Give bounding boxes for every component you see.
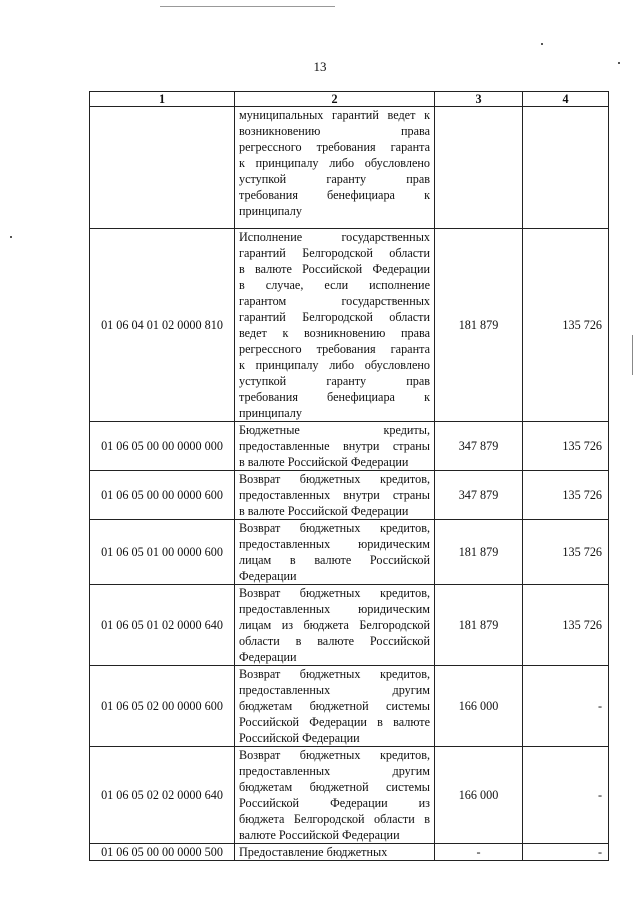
budget-code-cell: 01 06 05 01 02 0000 640: [90, 585, 235, 666]
description-cell: [235, 585, 435, 666]
description-line: гарантий Белгородской области: [239, 310, 430, 324]
table-row: [90, 747, 609, 844]
table-row: [90, 666, 609, 747]
budget-code-cell: 01 06 05 00 00 0000 600: [90, 471, 235, 520]
budget-code-cell: 01 06 05 02 02 0000 640: [90, 747, 235, 844]
description-line: предоставленных юридическим: [239, 537, 430, 551]
amount-col3-cell: 181 879: [435, 585, 523, 666]
description-line: регрессного требования гаранта: [239, 140, 430, 154]
description-line: Федерации: [239, 569, 297, 583]
description-line: бюджета Белгородской области в: [239, 812, 430, 826]
description-line: гарантий Белгородской области: [239, 246, 430, 260]
top-rule: [160, 6, 335, 7]
description-line: предоставленные внутри страны: [239, 439, 430, 453]
description-line: бюджетам бюджетной системы: [239, 780, 430, 794]
budget-code-cell: 01 06 05 01 00 0000 600: [90, 520, 235, 585]
description-line: Возврат бюджетных кредитов,: [239, 748, 430, 762]
amount-col3-cell: 347 879: [435, 471, 523, 520]
description-line: гарантом государственных: [239, 294, 430, 308]
description-line: в валюте Российской Федерации: [239, 455, 409, 469]
amount-col3-cell: -: [435, 844, 523, 861]
amount-col4-cell: -: [523, 666, 609, 747]
amount-col4-cell: 135 726: [523, 520, 609, 585]
description-cell: [235, 422, 435, 471]
amount-col3-cell: 347 879: [435, 422, 523, 471]
description-line: требования бенефициара к: [239, 188, 430, 202]
scan-speck: [541, 43, 543, 45]
description-line: уступкой гаранту прав: [239, 374, 430, 388]
amount-col3-cell: 166 000: [435, 666, 523, 747]
description-line: Российской Федерации из: [239, 796, 430, 810]
description-cell: [235, 471, 435, 520]
budget-code-cell: 01 06 04 01 02 0000 810: [90, 229, 235, 422]
column-header-3: 3: [435, 92, 523, 107]
amount-col4-cell: 135 726: [523, 229, 609, 422]
scan-speck: [632, 335, 633, 375]
description-line: лицам из бюджета Белгородской: [239, 618, 430, 632]
description-cell: [235, 666, 435, 747]
description-line: Возврат бюджетных кредитов,: [239, 586, 430, 600]
description-line: Возврат бюджетных кредитов,: [239, 521, 430, 535]
amount-col4-cell: -: [523, 844, 609, 861]
amount-col4-cell: 135 726: [523, 585, 609, 666]
description-line: Исполнение государственных: [239, 230, 430, 244]
budget-code-cell: [90, 107, 235, 229]
description-line: уступкой гаранту прав: [239, 172, 430, 186]
description-line: муниципальных гарантий ведет к: [239, 108, 430, 122]
table-row: [90, 107, 609, 229]
description-line: в случае, если исполнение: [239, 278, 430, 292]
amount-col4-cell: 135 726: [523, 422, 609, 471]
description-line: предоставленных другим: [239, 683, 430, 697]
description-line: принципалу: [239, 406, 302, 420]
table-header-row: [90, 92, 609, 107]
description-line: регрессного требования гаранта: [239, 342, 430, 356]
description-line: возникновению права: [239, 124, 430, 138]
column-header-2: 2: [235, 92, 435, 107]
budget-code-cell: 01 06 05 00 00 0000 000: [90, 422, 235, 471]
budget-code-cell: 01 06 05 00 00 0000 500: [90, 844, 235, 861]
description-cell: [235, 520, 435, 585]
description-line: лицам в валюте Российской: [239, 553, 430, 567]
description-line: в валюте Российской Федерации: [239, 504, 409, 518]
description-cell: [235, 107, 435, 229]
table-row: [90, 229, 609, 422]
amount-col3-cell: 181 879: [435, 520, 523, 585]
description-line: принципалу: [239, 204, 302, 218]
description-line: предоставленных юридическим: [239, 602, 430, 616]
description-line: валюте Российской Федерации: [239, 828, 400, 842]
description-line: Возврат бюджетных кредитов,: [239, 472, 430, 486]
table-row: [90, 585, 609, 666]
amount-col4-cell: [523, 107, 609, 229]
description-line: к принципалу либо обусловлено: [239, 156, 430, 170]
description-cell: [235, 844, 435, 861]
description-line: Возврат бюджетных кредитов,: [239, 667, 430, 681]
description-cell: [235, 747, 435, 844]
description-line: предоставленных другим: [239, 764, 430, 778]
column-header-4: 4: [523, 92, 609, 107]
scan-speck: [10, 236, 12, 238]
description-line: Российской Федерации в валюте: [239, 715, 430, 729]
amount-col3-cell: [435, 107, 523, 229]
description-line: ведет к возникновению права: [239, 326, 430, 340]
page-number: 13: [313, 59, 327, 74]
description-line: Бюджетные кредиты,: [239, 423, 430, 437]
amount-col4-cell: 135 726: [523, 471, 609, 520]
description-line: области в валюте Российской: [239, 634, 430, 648]
budget-table: [89, 91, 609, 861]
column-header-1: 1: [90, 92, 235, 107]
description-cell: [235, 229, 435, 422]
amount-col3-cell: 181 879: [435, 229, 523, 422]
description-line: к принципалу либо обусловлено: [239, 358, 430, 372]
description-line: Федерации: [239, 650, 297, 664]
description-line: в валюте Российской Федерации: [239, 262, 430, 276]
budget-code-cell: 01 06 05 02 00 0000 600: [90, 666, 235, 747]
description-line: предоставленных внутри страны: [239, 488, 430, 502]
description-line: Предоставление бюджетных: [239, 845, 388, 859]
description-line: Российской Федерации: [239, 731, 360, 745]
table-row: [90, 520, 609, 585]
description-line: бюджетам бюджетной системы: [239, 699, 430, 713]
amount-col3-cell: 166 000: [435, 747, 523, 844]
table-row: [90, 844, 609, 861]
scan-speck: [618, 62, 620, 64]
table-row: [90, 471, 609, 520]
description-line: требования бенефициара к: [239, 390, 430, 404]
table-row: [90, 422, 609, 471]
amount-col4-cell: -: [523, 747, 609, 844]
